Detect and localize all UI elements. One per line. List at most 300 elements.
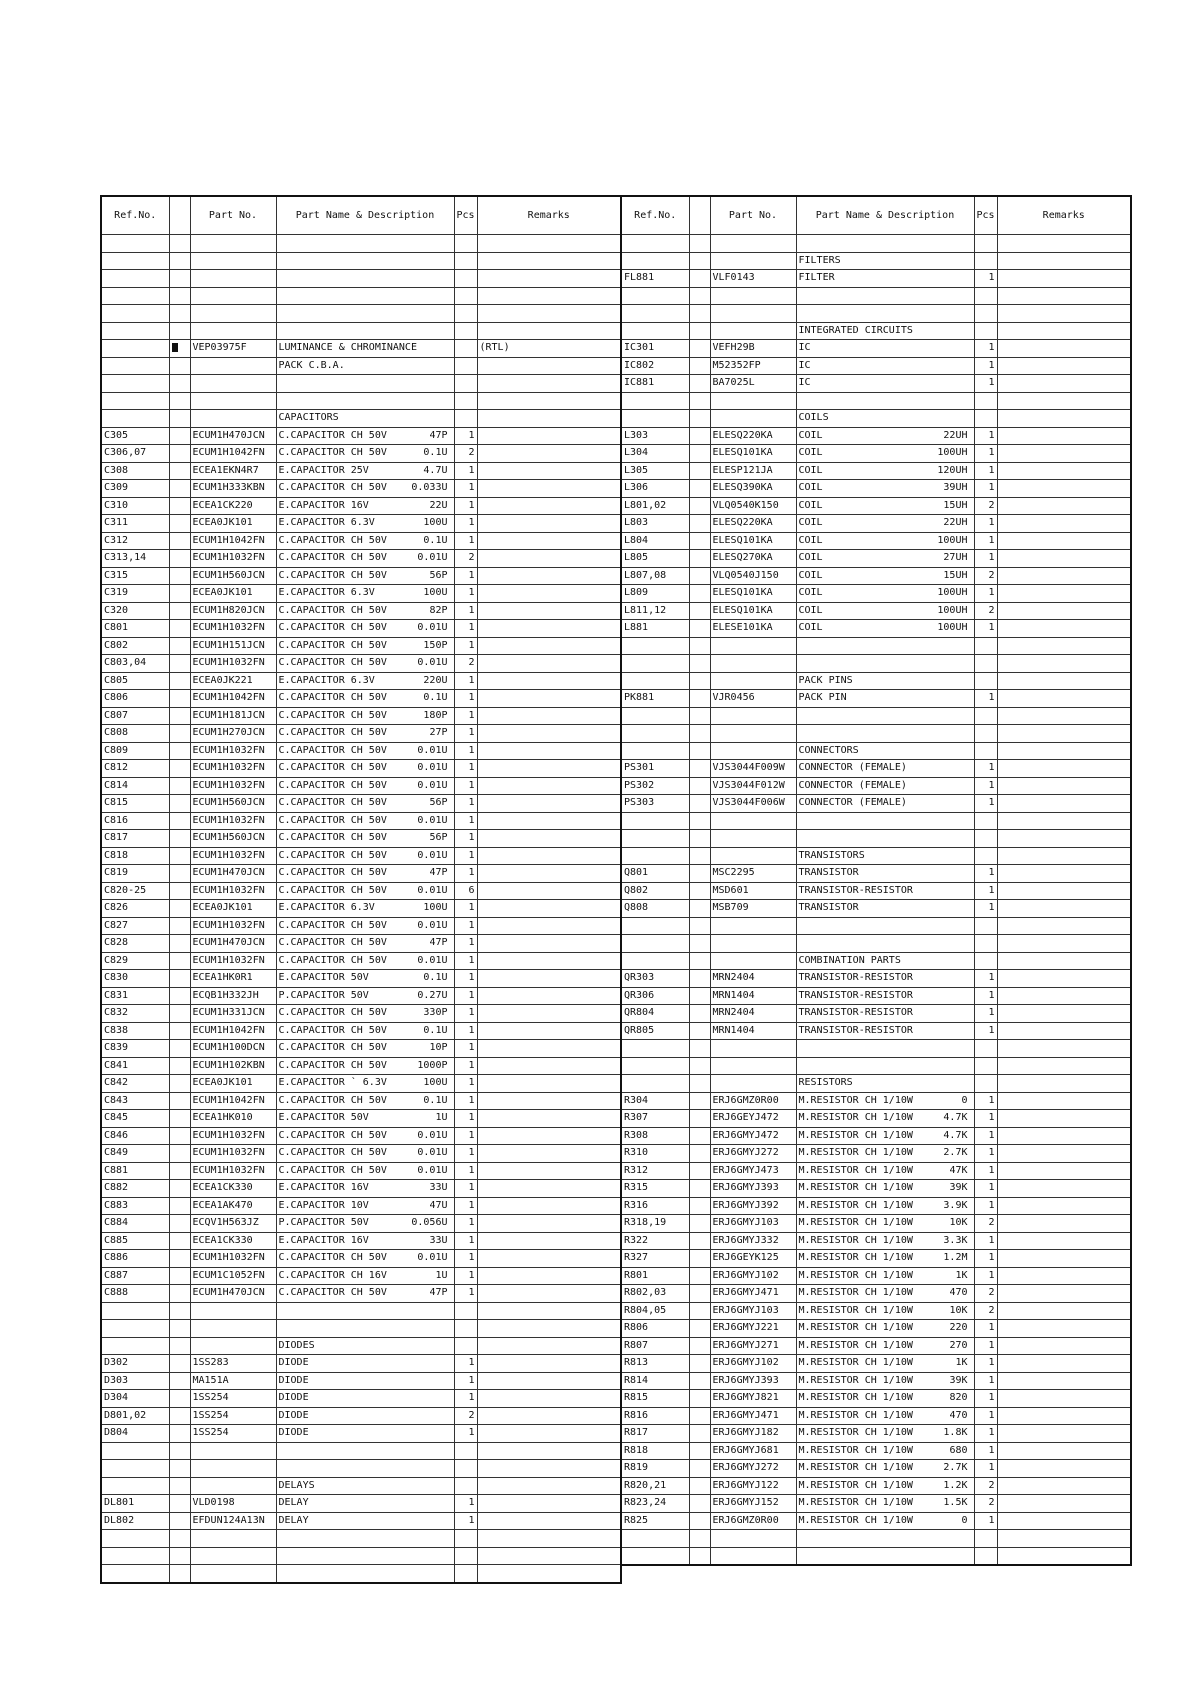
- description-text: E.CAPACITOR 6.3V: [278, 674, 375, 686]
- description-cell: [276, 1092, 454, 1110]
- ref-no-cell: L803: [621, 515, 689, 533]
- pcs-cell: [454, 252, 477, 270]
- header-ref-no: Ref.No.: [621, 196, 689, 235]
- description-text: M.RESISTOR CH 1/10W: [798, 1322, 913, 1334]
- rating-value: 0.1U: [423, 1024, 448, 1036]
- pcs-cell: [454, 1302, 477, 1320]
- part-no-cell: [190, 287, 276, 305]
- part-no-cell: ECUM1H470JCN: [190, 427, 276, 445]
- table-row: [101, 427, 621, 445]
- mark-cell: [169, 427, 190, 445]
- remarks-cell: [477, 1180, 621, 1198]
- description-text: COIL: [798, 447, 823, 459]
- remarks-cell: [477, 392, 621, 410]
- table-row: [621, 637, 1131, 655]
- ref-no-cell: IC802: [621, 357, 689, 375]
- description-text: C.CAPACITOR CH 50V: [278, 919, 387, 931]
- table-row: [101, 917, 621, 935]
- rating-value: 470: [949, 1287, 968, 1299]
- ref-no-cell: C888: [101, 1285, 169, 1303]
- part-no-cell: [710, 812, 796, 830]
- ref-no-cell: C881: [101, 1162, 169, 1180]
- part-no-cell: ECUM1H560JCN: [190, 567, 276, 585]
- table-row: [621, 585, 1131, 603]
- mark-cell: [689, 882, 710, 900]
- header-part-name: Part Name & Description: [796, 196, 974, 235]
- part-no-cell: [710, 322, 796, 340]
- pcs-cell: 1: [974, 620, 997, 638]
- rating-value: 39UH: [943, 482, 968, 494]
- rating-value: 0.033U: [411, 482, 448, 494]
- rating-value: [968, 253, 972, 269]
- remarks-cell: [997, 1162, 1131, 1180]
- description-text: COIL: [798, 517, 823, 529]
- mark-cell: [689, 865, 710, 883]
- pcs-cell: 1: [454, 585, 477, 603]
- remarks-cell: [477, 1355, 621, 1373]
- remarks-cell: [997, 322, 1131, 340]
- table-row: [621, 1425, 1131, 1443]
- remarks-cell: [997, 1005, 1131, 1023]
- pcs-cell: [974, 1040, 997, 1058]
- ref-no-cell: [621, 1530, 689, 1548]
- mark-cell: [689, 987, 710, 1005]
- mark-cell: [689, 1232, 710, 1250]
- part-no-cell: ECUM1C1052FN: [190, 1267, 276, 1285]
- pcs-cell: [454, 287, 477, 305]
- ref-no-cell: R315: [621, 1180, 689, 1198]
- description-text: COMBINATION PARTS: [798, 954, 901, 966]
- part-no-cell: ERJ6GMYJ681: [710, 1442, 796, 1460]
- remarks-cell: [477, 637, 621, 655]
- description-text: COIL: [798, 534, 823, 546]
- ref-no-cell: R804,05: [621, 1302, 689, 1320]
- table-row: [101, 672, 621, 690]
- remarks-cell: [477, 1302, 621, 1320]
- ref-no-cell: R823,24: [621, 1495, 689, 1513]
- remarks-cell: [997, 690, 1131, 708]
- description-cell: [276, 760, 454, 778]
- remarks-cell: [477, 1372, 621, 1390]
- table-row: [101, 567, 621, 585]
- ref-no-cell: C805: [101, 672, 169, 690]
- mark-cell: [689, 1022, 710, 1040]
- ref-no-cell: C842: [101, 1075, 169, 1093]
- ref-no-cell: [621, 812, 689, 830]
- ref-no-cell: L801,02: [621, 497, 689, 515]
- mark-cell: [689, 1512, 710, 1530]
- rating-value: 0.27U: [417, 989, 448, 1001]
- rating-value: 0.1U: [423, 534, 448, 546]
- table-row: [101, 340, 621, 358]
- mark-cell: [169, 1442, 190, 1460]
- table-row: [101, 480, 621, 498]
- description-text: C.CAPACITOR CH 50V: [278, 534, 387, 546]
- pcs-cell: 1: [454, 725, 477, 743]
- ref-no-cell: [621, 1040, 689, 1058]
- mark-cell: [689, 305, 710, 323]
- description-text: COIL: [798, 482, 823, 494]
- part-no-cell: ELESQ101KA: [710, 532, 796, 550]
- mark-cell: [689, 235, 710, 253]
- description-text: M.RESISTOR CH 1/10W: [798, 1287, 913, 1299]
- rating-value: 15UH: [943, 569, 968, 581]
- description-cell: [276, 1302, 454, 1320]
- pcs-cell: [974, 252, 997, 270]
- rating-value: 47P: [429, 1287, 448, 1299]
- pcs-cell: 1: [454, 1390, 477, 1408]
- mark-cell: [689, 1495, 710, 1513]
- description-cell: [276, 1337, 454, 1355]
- table-row: [101, 620, 621, 638]
- mark-cell: [169, 970, 190, 988]
- pcs-cell: 1: [974, 987, 997, 1005]
- mark-cell: [689, 357, 710, 375]
- remarks-cell: [477, 410, 621, 428]
- part-no-cell: ECUM1H820JCN: [190, 602, 276, 620]
- table-row: [101, 795, 621, 813]
- remarks-cell: [477, 1320, 621, 1338]
- part-no-cell: ERJ6GMYJ152: [710, 1495, 796, 1513]
- remarks-cell: [997, 462, 1131, 480]
- pcs-cell: 1: [974, 550, 997, 568]
- remarks-cell: [477, 1442, 621, 1460]
- description-text: DIODE: [278, 1392, 309, 1404]
- ref-no-cell: C313,14: [101, 550, 169, 568]
- ref-no-cell: [101, 1547, 169, 1565]
- remarks-cell: [997, 865, 1131, 883]
- table-row: [621, 1302, 1131, 1320]
- mark-cell: [169, 1232, 190, 1250]
- description-text: COIL: [798, 552, 823, 564]
- description-cell: [276, 1495, 454, 1513]
- mark-cell: [169, 707, 190, 725]
- part-no-cell: ERJ6GMYJ103: [710, 1215, 796, 1233]
- part-no-cell: [710, 305, 796, 323]
- table-row: [101, 1390, 621, 1408]
- description-cell: [796, 812, 974, 830]
- ref-no-cell: DL801: [101, 1495, 169, 1513]
- mark-cell: [689, 620, 710, 638]
- rating-value: 10K: [949, 1217, 968, 1229]
- ref-no-cell: L804: [621, 532, 689, 550]
- mark-cell: [169, 1337, 190, 1355]
- table-row: [101, 1267, 621, 1285]
- remarks-cell: [477, 707, 621, 725]
- part-no-cell: [710, 952, 796, 970]
- table-row: [621, 1040, 1131, 1058]
- table-row: [621, 322, 1131, 340]
- description-cell: [276, 1232, 454, 1250]
- description-text: C.CAPACITOR CH 50V: [278, 604, 387, 616]
- description-text: P.CAPACITOR 50V: [278, 989, 369, 1001]
- ref-no-cell: [101, 375, 169, 393]
- pcs-cell: 1: [454, 1425, 477, 1443]
- table-row: [101, 847, 621, 865]
- description-cell: [276, 287, 454, 305]
- pcs-cell: 1: [974, 1005, 997, 1023]
- header-part-no: Part No.: [710, 196, 796, 235]
- mark-cell: [169, 462, 190, 480]
- pcs-cell: 1: [974, 1320, 997, 1338]
- description-cell: [796, 375, 974, 393]
- pcs-cell: [974, 287, 997, 305]
- rating-value: [968, 900, 972, 916]
- pcs-cell: 1: [974, 427, 997, 445]
- ref-no-cell: FL881: [621, 270, 689, 288]
- pcs-cell: 1: [974, 462, 997, 480]
- remarks-cell: [477, 1285, 621, 1303]
- part-no-cell: [190, 357, 276, 375]
- table-row: [621, 1215, 1131, 1233]
- table-row: [621, 1127, 1131, 1145]
- rating-value: 33U: [429, 1234, 448, 1246]
- table-row: [621, 1390, 1131, 1408]
- ref-no-cell: [101, 357, 169, 375]
- remarks-cell: [997, 672, 1131, 690]
- part-no-cell: [190, 270, 276, 288]
- pcs-cell: 1: [454, 532, 477, 550]
- table-row: [101, 1477, 621, 1495]
- pcs-cell: 2: [974, 1495, 997, 1513]
- pcs-cell: 1: [974, 1355, 997, 1373]
- part-no-cell: VLF0143: [710, 270, 796, 288]
- ref-no-cell: PK881: [621, 690, 689, 708]
- pcs-cell: 1: [454, 970, 477, 988]
- description-cell: [276, 305, 454, 323]
- part-no-cell: ERJ6GMZ0R00: [710, 1512, 796, 1530]
- description-text: M.RESISTOR CH 1/10W: [798, 1409, 913, 1421]
- part-no-cell: ECUM1H1032FN: [190, 882, 276, 900]
- ref-no-cell: [621, 952, 689, 970]
- description-text: DIODES: [278, 1339, 315, 1351]
- description-text: M.RESISTOR CH 1/10W: [798, 1147, 913, 1159]
- pcs-cell: [454, 1477, 477, 1495]
- table-row: [621, 567, 1131, 585]
- description-text: INTEGRATED CIRCUITS: [798, 324, 913, 336]
- part-no-cell: ECUM1H181JCN: [190, 707, 276, 725]
- table-row: [101, 270, 621, 288]
- description-text: E.CAPACITOR 50V: [278, 1112, 369, 1124]
- pcs-cell: [974, 392, 997, 410]
- mark-cell: [689, 602, 710, 620]
- ref-no-cell: [621, 1075, 689, 1093]
- description-cell: [796, 497, 974, 515]
- description-cell: [796, 270, 974, 288]
- table-row: [101, 812, 621, 830]
- table-row: [621, 795, 1131, 813]
- pcs-cell: 1: [974, 795, 997, 813]
- pcs-cell: 1: [974, 1145, 997, 1163]
- part-no-cell: ECUM1H1032FN: [190, 952, 276, 970]
- part-no-cell: VJS3044F006W: [710, 795, 796, 813]
- rating-value: 0.1U: [423, 1094, 448, 1106]
- description-cell: [276, 1547, 454, 1565]
- description-text: E.CAPACITOR 10V: [278, 1199, 369, 1211]
- table-row: [101, 690, 621, 708]
- description-cell: [796, 585, 974, 603]
- ref-no-cell: C814: [101, 777, 169, 795]
- mark-cell: [689, 1442, 710, 1460]
- pcs-cell: 1: [454, 760, 477, 778]
- remarks-cell: [997, 305, 1131, 323]
- rating-value: 0.1U: [423, 692, 448, 704]
- remarks-cell: [997, 795, 1131, 813]
- description-cell: [796, 760, 974, 778]
- ref-no-cell: C312: [101, 532, 169, 550]
- table-row: [101, 252, 621, 270]
- description-text: C.CAPACITOR CH 50V: [278, 779, 387, 791]
- description-text: RESISTORS: [798, 1077, 853, 1089]
- part-no-cell: [710, 725, 796, 743]
- description-text: E.CAPACITOR 6.3V: [278, 902, 375, 914]
- ref-no-cell: C809: [101, 742, 169, 760]
- mark-cell: [169, 1547, 190, 1565]
- table-row: [101, 375, 621, 393]
- part-no-cell: 1SS254: [190, 1425, 276, 1443]
- pcs-cell: 1: [974, 1390, 997, 1408]
- ref-no-cell: [101, 1337, 169, 1355]
- description-cell: [276, 987, 454, 1005]
- ref-no-cell: C815: [101, 795, 169, 813]
- part-no-cell: [190, 322, 276, 340]
- mark-cell: [689, 515, 710, 533]
- part-no-cell: ELESQ101KA: [710, 602, 796, 620]
- table-row: [101, 1285, 621, 1303]
- description-cell: [276, 1075, 454, 1093]
- rating-value: 1U: [435, 1269, 448, 1281]
- pcs-cell: 1: [454, 1232, 477, 1250]
- part-no-cell: ECEA0JK101: [190, 585, 276, 603]
- description-text: TRANSISTOR-RESISTOR: [798, 1007, 913, 1019]
- pcs-cell: 2: [454, 445, 477, 463]
- remarks-cell: [997, 357, 1131, 375]
- description-cell: [276, 567, 454, 585]
- table-row: [621, 235, 1131, 253]
- mark-cell: [689, 445, 710, 463]
- description-text: PACK PIN: [798, 692, 847, 704]
- description-cell: [276, 690, 454, 708]
- mark-cell: [689, 725, 710, 743]
- ref-no-cell: [621, 847, 689, 865]
- description-text: E.CAPACITOR 6.3V: [278, 587, 375, 599]
- pcs-cell: [974, 952, 997, 970]
- part-no-cell: [190, 410, 276, 428]
- part-no-cell: ECUM1H1032FN: [190, 760, 276, 778]
- part-no-cell: [710, 252, 796, 270]
- description-cell: [276, 392, 454, 410]
- mark-cell: [169, 340, 190, 358]
- rating-value: 0.01U: [417, 954, 448, 966]
- description-text: C.CAPACITOR CH 50V: [278, 1059, 387, 1071]
- remarks-cell: [477, 690, 621, 708]
- mark-cell: [689, 1215, 710, 1233]
- remarks-cell: [477, 322, 621, 340]
- mark-cell: [689, 1460, 710, 1478]
- part-no-cell: [190, 375, 276, 393]
- part-no-cell: ERJ6GMYJ392: [710, 1197, 796, 1215]
- remarks-cell: [997, 445, 1131, 463]
- description-cell: [276, 812, 454, 830]
- rating-value: 220: [949, 1322, 968, 1334]
- pcs-cell: 1: [454, 935, 477, 953]
- remarks-cell: [477, 917, 621, 935]
- description-text: M.RESISTOR CH 1/10W: [798, 1234, 913, 1246]
- description-text: M.RESISTOR CH 1/10W: [798, 1252, 913, 1264]
- remarks-cell: [997, 410, 1131, 428]
- mark-cell: [169, 917, 190, 935]
- part-no-cell: ECUM1H1042FN: [190, 532, 276, 550]
- part-no-cell: ECEA0JK101: [190, 900, 276, 918]
- remarks-cell: [997, 1530, 1131, 1548]
- mark-cell: [169, 550, 190, 568]
- part-no-cell: ELESE101KA: [710, 620, 796, 638]
- table-row: [101, 357, 621, 375]
- description-text: DIODE: [278, 1374, 309, 1386]
- ref-no-cell: C802: [101, 637, 169, 655]
- description-cell: [796, 742, 974, 760]
- description-text: E.CAPACITOR 16V: [278, 499, 369, 511]
- description-text: C.CAPACITOR CH 50V: [278, 709, 387, 721]
- mark-cell: [169, 1425, 190, 1443]
- pcs-cell: [974, 830, 997, 848]
- remarks-cell: [477, 935, 621, 953]
- table-row: [621, 1005, 1131, 1023]
- mark-cell: [689, 1145, 710, 1163]
- description-cell: [276, 532, 454, 550]
- remarks-cell: [997, 900, 1131, 918]
- description-text: COIL: [798, 622, 823, 634]
- table-row: [621, 655, 1131, 673]
- table-row: [621, 812, 1131, 830]
- table-row: [621, 1267, 1131, 1285]
- pcs-cell: 1: [454, 865, 477, 883]
- ref-no-cell: C831: [101, 987, 169, 1005]
- mark-cell: [689, 392, 710, 410]
- rating-value: 1.2K: [943, 1479, 968, 1491]
- pcs-cell: 1: [454, 1512, 477, 1530]
- remarks-cell: [477, 1512, 621, 1530]
- table-row: [621, 1530, 1131, 1548]
- description-cell: [276, 707, 454, 725]
- description-cell: [796, 1110, 974, 1128]
- ref-no-cell: [101, 287, 169, 305]
- ref-no-cell: C812: [101, 760, 169, 778]
- table-row: [621, 445, 1131, 463]
- description-cell: [276, 1215, 454, 1233]
- rating-value: 33U: [429, 1182, 448, 1194]
- table-row: [101, 1215, 621, 1233]
- description-text: FILTER: [798, 272, 835, 284]
- part-no-cell: ERJ6GMYJ102: [710, 1355, 796, 1373]
- rating-value: [968, 690, 972, 706]
- remarks-cell: [477, 1197, 621, 1215]
- mark-cell: [169, 1460, 190, 1478]
- table-row: [621, 1495, 1131, 1513]
- table-row: [621, 725, 1131, 743]
- mark-cell: [169, 1040, 190, 1058]
- description-text: C.CAPACITOR CH 50V: [278, 1164, 387, 1176]
- remarks-cell: [477, 462, 621, 480]
- ref-no-cell: C828: [101, 935, 169, 953]
- description-cell: [276, 322, 454, 340]
- part-no-cell: [710, 1530, 796, 1548]
- ref-no-cell: R307: [621, 1110, 689, 1128]
- ref-no-cell: C887: [101, 1267, 169, 1285]
- mark-cell: [169, 620, 190, 638]
- part-no-cell: ELESQ220KA: [710, 427, 796, 445]
- ref-no-cell: C884: [101, 1215, 169, 1233]
